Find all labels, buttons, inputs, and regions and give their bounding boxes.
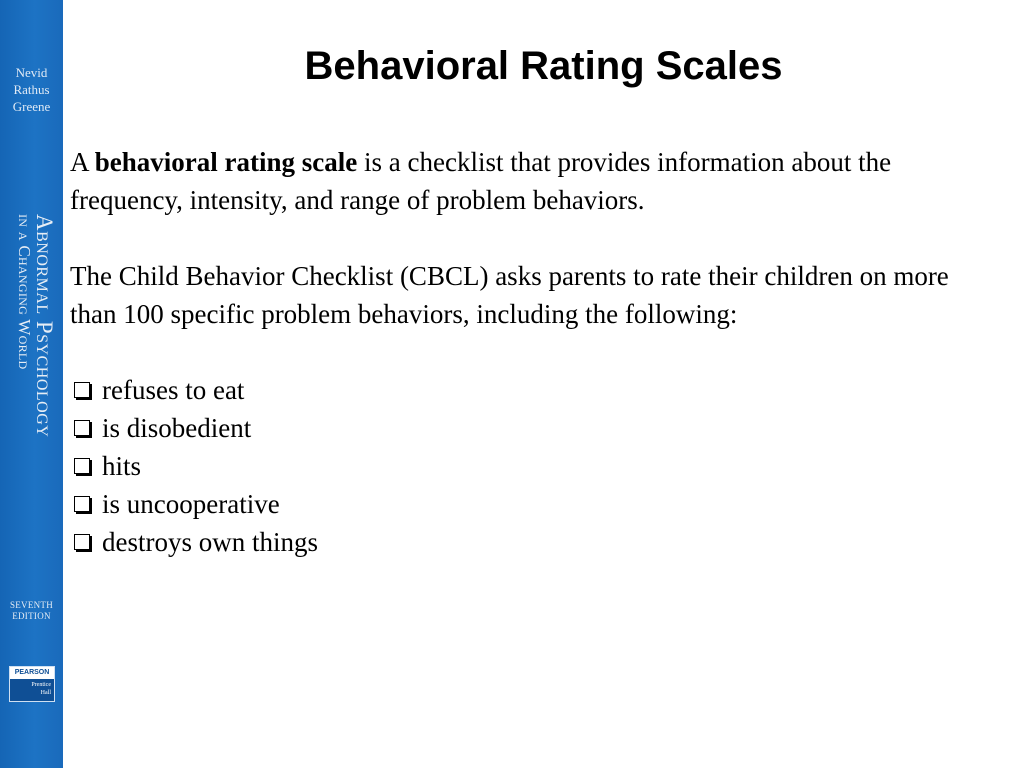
slide-body (70, 143, 990, 561)
checklist-item-label: is uncooperative (102, 489, 280, 519)
checkbox-icon (74, 496, 90, 512)
publisher-logo (9, 666, 55, 702)
definition-term: behavioral rating scale (94, 147, 358, 177)
publisher-imprint-line1: Prentice (31, 682, 51, 688)
checkbox-icon (74, 420, 90, 436)
definition-lead: A (70, 147, 95, 177)
book-title-line1: Abnormal Psychology (32, 214, 57, 438)
author-3: Greene (12, 99, 51, 114)
book-title-vertical (4, 214, 57, 504)
behavior-checklist (70, 371, 990, 561)
checklist-item (70, 409, 990, 447)
slide-title: Behavioral Rating Scales (304, 44, 783, 88)
author-1: Nevid (15, 65, 48, 80)
book-cover-sidebar (0, 0, 63, 768)
publisher-imprint (10, 679, 54, 697)
checklist-item (70, 485, 990, 523)
checklist-item (70, 523, 990, 561)
checklist-item-label: is disobedient (102, 413, 252, 443)
author-2: Rathus (13, 82, 50, 97)
checkbox-icon (74, 458, 90, 474)
checklist-item (70, 371, 990, 409)
definition-text: is a checklist that provides information about the frequency, intensity, and range of problem behaviors. (70, 147, 892, 215)
definition-paragraph (70, 143, 990, 219)
publisher-imprint-line2: Hall (40, 690, 51, 696)
checkbox-icon (74, 534, 90, 550)
book-title-line2: in a Changing World (15, 214, 34, 370)
edition-line2: EDITION (12, 611, 51, 621)
checklist-item-label: hits (102, 451, 142, 481)
edition-label (0, 600, 63, 622)
author-names (0, 64, 63, 115)
cbcl-paragraph: The Child Behavior Checklist (CBCL) asks parents to rate their children on more than 100 specific problem behaviors, including the following: (70, 261, 949, 329)
checklist-item-label: refuses to eat (102, 375, 245, 405)
checklist-item-label: destroys own things (102, 527, 318, 557)
publisher-name: PEARSON (10, 667, 54, 679)
checkbox-icon (74, 382, 90, 398)
edition-line1: SEVENTH (9, 600, 54, 610)
checklist-item (70, 447, 990, 485)
